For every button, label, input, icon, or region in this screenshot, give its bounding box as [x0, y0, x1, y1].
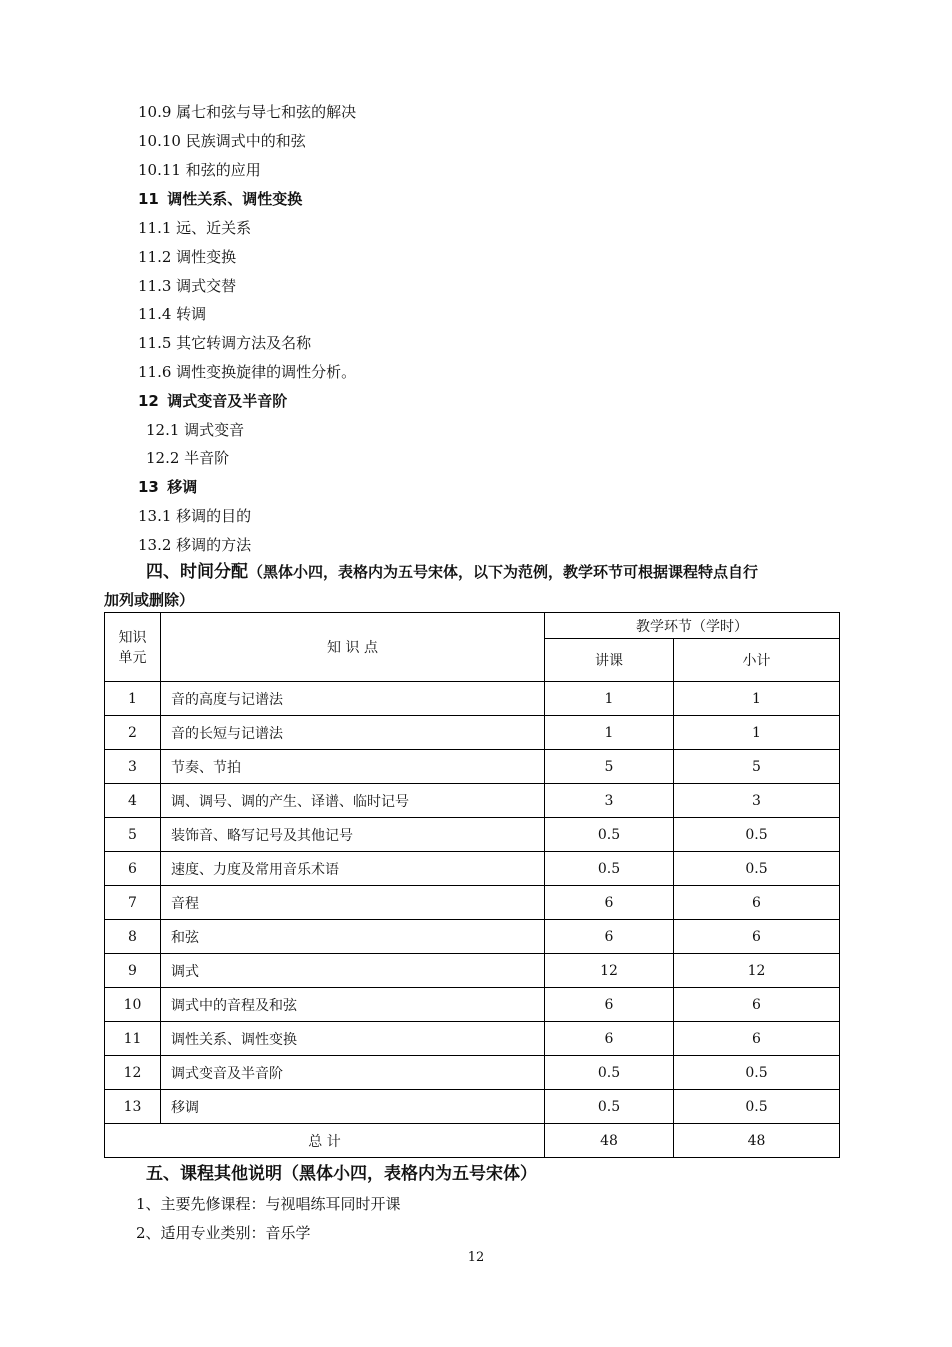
- cell-subtotal: 0.5: [674, 1090, 840, 1124]
- header-knowledge-point: 知 识 点: [161, 613, 545, 682]
- outline-item: 11.4 转调: [138, 305, 207, 323]
- section4-heading: [146, 562, 758, 582]
- header-unit-line1: 知识: [118, 630, 147, 646]
- cell-unit: 5: [105, 818, 161, 852]
- cell-subtotal: 0.5: [674, 852, 840, 886]
- cell-lecture: 1: [545, 716, 674, 750]
- table-row: [105, 852, 840, 886]
- section5-heading: [146, 1164, 537, 1184]
- outline-item: 11.3 调式交替: [138, 277, 237, 295]
- cell-lecture: 3: [545, 784, 674, 818]
- cell-unit: 6: [105, 852, 161, 886]
- outline-item: 13.1 移调的目的: [138, 507, 252, 525]
- outline-item: 11.6 调性变换旋律的调性分析。: [138, 363, 357, 381]
- total-row: [105, 1124, 840, 1158]
- cell-knowledge-point: 速度、力度及常用音乐术语: [161, 852, 545, 886]
- section-number: 12: [138, 392, 159, 410]
- cell-lecture: 0.5: [545, 1090, 674, 1124]
- total-lecture: 48: [545, 1124, 674, 1158]
- outline-item: 10.9 属七和弦与导七和弦的解决: [138, 103, 357, 121]
- cell-knowledge-point: 节奏、节拍: [161, 750, 545, 784]
- section5-title: 五、课程其他说明: [146, 1164, 282, 1184]
- table-row: [105, 818, 840, 852]
- outline-section-heading: [138, 477, 197, 497]
- outline-item: 12.2 半音阶: [146, 449, 230, 467]
- section5-item: 2、适用专业类别：音乐学: [136, 1224, 311, 1242]
- cell-lecture: 0.5: [545, 1056, 674, 1090]
- cell-unit: 2: [105, 716, 161, 750]
- section-number: 13: [138, 478, 159, 496]
- outline-section-heading: [138, 189, 302, 209]
- cell-subtotal: 12: [674, 954, 840, 988]
- cell-knowledge-point: 音的高度与记谱法: [161, 682, 545, 716]
- cell-knowledge-point: 音程: [161, 886, 545, 920]
- cell-unit: 8: [105, 920, 161, 954]
- table-row: [105, 954, 840, 988]
- header-unit-line2: 单元: [118, 650, 147, 666]
- table-row: [105, 1056, 840, 1090]
- cell-knowledge-point: 移调: [161, 1090, 545, 1124]
- section4-note-continued: 加列或删除）: [104, 591, 195, 609]
- section-title: 调式变音及半音阶: [167, 392, 288, 410]
- cell-subtotal: 0.5: [674, 1056, 840, 1090]
- section5-item: 1、主要先修课程：与视唱练耳同时开课: [136, 1195, 401, 1213]
- cell-subtotal: 6: [674, 1022, 840, 1056]
- cell-subtotal: 6: [674, 886, 840, 920]
- table-row: [105, 920, 840, 954]
- cell-subtotal: 6: [674, 920, 840, 954]
- cell-lecture: 12: [545, 954, 674, 988]
- cell-unit: 9: [105, 954, 161, 988]
- cell-unit: 13: [105, 1090, 161, 1124]
- table-body: [105, 682, 840, 1124]
- cell-unit: 11: [105, 1022, 161, 1056]
- cell-lecture: 6: [545, 886, 674, 920]
- section-title: 移调: [167, 478, 198, 496]
- cell-knowledge-point: 调式变音及半音阶: [161, 1056, 545, 1090]
- header-lecture: 讲课: [545, 639, 674, 682]
- section5-note: （黑体小四，表格内为五号宋体）: [282, 1164, 537, 1184]
- outline-item: 11.5 其它转调方法及名称: [138, 334, 312, 352]
- outline-item: 11.1 远、近关系: [138, 219, 252, 237]
- outline-section-heading: [138, 391, 287, 411]
- table-row: [105, 1022, 840, 1056]
- section4-title: 四、时间分配: [146, 562, 248, 582]
- table-row: [105, 750, 840, 784]
- total-subtotal: 48: [674, 1124, 840, 1158]
- total-label: 总 计: [105, 1124, 545, 1158]
- table-header-row: [105, 613, 840, 639]
- cell-knowledge-point: 调式中的音程及和弦: [161, 988, 545, 1022]
- cell-unit: 10: [105, 988, 161, 1022]
- section-number: 11: [138, 190, 159, 208]
- cell-lecture: 5: [545, 750, 674, 784]
- table-row: [105, 784, 840, 818]
- cell-subtotal: 1: [674, 682, 840, 716]
- cell-unit: 1: [105, 682, 161, 716]
- cell-subtotal: 0.5: [674, 818, 840, 852]
- cell-unit: 4: [105, 784, 161, 818]
- table-row: [105, 1090, 840, 1124]
- table-row: [105, 716, 840, 750]
- cell-unit: 7: [105, 886, 161, 920]
- cell-subtotal: 3: [674, 784, 840, 818]
- outline-item: 12.1 调式变音: [146, 421, 245, 439]
- cell-unit: 12: [105, 1056, 161, 1090]
- cell-knowledge-point: 装饰音、略写记号及其他记号: [161, 818, 545, 852]
- cell-lecture: 6: [545, 920, 674, 954]
- page-number: 12: [467, 1250, 485, 1265]
- cell-subtotal: 1: [674, 716, 840, 750]
- cell-knowledge-point: 和弦: [161, 920, 545, 954]
- section4-note: （黑体小四，表格内为五号宋体，以下为范例，教学环节可根据课程特点自行: [248, 563, 759, 581]
- cell-lecture: 0.5: [545, 852, 674, 886]
- outline-item: 11.2 调性变换: [138, 248, 237, 266]
- cell-lecture: 6: [545, 1022, 674, 1056]
- cell-unit: 3: [105, 750, 161, 784]
- cell-knowledge-point: 调性关系、调性变换: [161, 1022, 545, 1056]
- cell-lecture: 1: [545, 682, 674, 716]
- header-teaching-group: 教学环节（学时）: [545, 613, 840, 639]
- cell-knowledge-point: 音的长短与记谱法: [161, 716, 545, 750]
- header-unit: [105, 613, 161, 682]
- time-allocation-table: [104, 612, 840, 1158]
- table-row: [105, 682, 840, 716]
- table-row: [105, 886, 840, 920]
- outline-item: 10.10 民族调式中的和弦: [138, 132, 306, 150]
- section-title: 调性关系、调性变换: [167, 190, 303, 208]
- outline-item: 10.11 和弦的应用: [138, 161, 261, 179]
- cell-lecture: 0.5: [545, 818, 674, 852]
- header-subtotal: 小计: [674, 639, 840, 682]
- cell-knowledge-point: 调、调号、调的产生、译谱、临时记号: [161, 784, 545, 818]
- cell-knowledge-point: 调式: [161, 954, 545, 988]
- table-row: [105, 988, 840, 1022]
- cell-subtotal: 6: [674, 988, 840, 1022]
- outline-item: 13.2 移调的方法: [138, 536, 252, 554]
- cell-lecture: 6: [545, 988, 674, 1022]
- cell-subtotal: 5: [674, 750, 840, 784]
